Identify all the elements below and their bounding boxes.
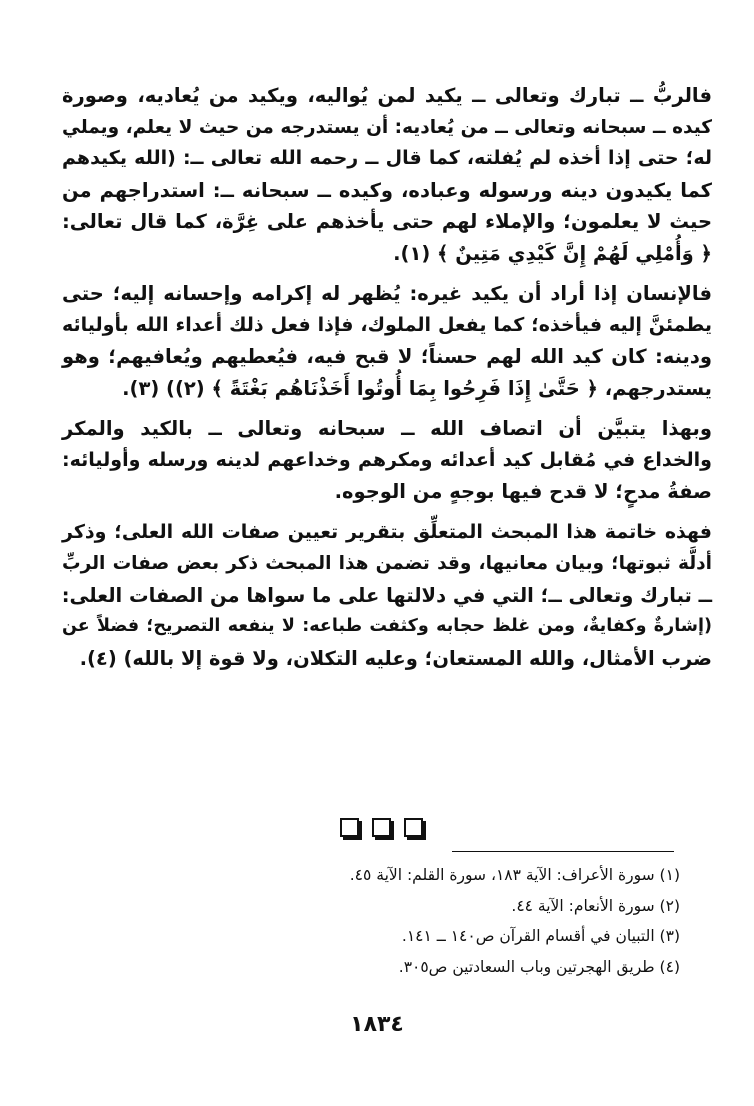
text-line: ﴿ وَأُمْلِي لَهُمْ إِنَّ كَيْدِي مَتِينٌ ﴾ (١). [393, 241, 712, 265]
footnotes [220, 860, 680, 982]
text-line: يطمئنَّ إليه فيأخذه؛ كما يفعل الملوك، فإذا فعل ذلك أعداء الله بأوليائه [62, 313, 712, 336]
square-ornament-icon [340, 818, 362, 840]
paragraph-3 [62, 413, 712, 508]
section-separator [340, 818, 428, 838]
page-number: ١٨٣٤ [350, 1012, 404, 1037]
text-line: ضرب الأمثال، والله المستعان؛ وعليه التكلان، ولا قوة إلا بالله) (٤). [79, 646, 712, 670]
text-line: له؛ حتى إذا أخذه لم يُفلته، كما قال ــ رحمه الله تعالى ــ: (الله يكيدهم [62, 147, 712, 169]
footnote: (٤) طريق الهجرتين وباب السعادتين ص٣٠٥. [398, 957, 680, 976]
text-line: (إشارةٌ وكفايةٌ، ومن غلظ حجابه وكثفت طباعه: لا ينفعه التصريح؛ فضلاً عن [62, 616, 712, 636]
square-ornament-icon [372, 818, 394, 840]
text-line: وبهذا يتبيَّن أن اتصاف الله ــ سبحانه وتعالى ــ بالكيد والمكر [62, 417, 712, 440]
text-line: فالإنسان إذا أراد أن يكيد غيره: يُظهر له إكرامه وإحسانه إليه؛ حتى [62, 282, 712, 305]
footnote: (٣) التبيان في أقسام القرآن ص١٤٠ ــ ١٤١. [401, 927, 680, 945]
text-line: والخداع في مُقابل كيد أعدائه ومكرهم وخداعهم لدينه ورسله وأوليائه: [62, 448, 712, 471]
paragraph-1 [62, 80, 712, 269]
footnote: (١) سورة الأعراف: الآية ١٨٣، سورة القلم: الآية ٤٥. [349, 866, 680, 884]
square-ornament-icon [404, 818, 426, 840]
text-line: فالربُّ ــ تبارك وتعالى ــ يكيد لمن يُواليه، ويكيد من يُعاديه، وصورة [62, 84, 712, 107]
footnote-divider [452, 851, 674, 852]
text-line: ــ تبارك وتعالى ــ؛ التي في دلالتها على ما سواها من الصفات العلى: [61, 583, 712, 607]
text-line: يستدرجهم، ﴿ حَتَّىٰ إِذَا فَرِحُوا بِمَا أُوتُوا أَخَذْنَاهُم بَغْتَةً ﴾ (٢)) (٣). [122, 376, 712, 400]
text-line: كيده ــ سبحانه وتعالى ــ من يُعاديه: أن يستدرجه من حيث لا يعلم، ويملي [62, 116, 712, 138]
main-text [62, 80, 712, 683]
text-line: أدلَّة ثبوتها؛ وبيان معانيها، وقد تضمن هذا المبحث ذكر بعض صفات الربِّ [62, 553, 712, 574]
text-line: ودينه: كان كيد الله لهم حسناً؛ لا قبح فيه، فيُعطيهم ويُعافيهم؛ وهو [62, 345, 712, 368]
footnote: (٢) سورة الأنعام: الآية ٤٤. [511, 896, 680, 915]
text-line: صفةُ مدحٍ؛ لا قدح فيها بوجهٍ من الوجوه. [334, 480, 712, 503]
text-line: حيث لا يعلمون؛ والإملاء لهم حتى يأخذهم على غِرَّة، كما قال تعالى: [62, 210, 712, 233]
text-line: كما يكيدون دينه ورسوله وعباده، وكيده ــ سبحانه ــ: استدراجهم من [62, 178, 712, 202]
paragraph-4 [62, 517, 712, 675]
paragraph-2 [62, 278, 712, 404]
text-line: فهذه خاتمة هذا المبحث المتعلِّق بتقرير تعيين صفات الله العلى؛ وذكر [62, 520, 712, 543]
